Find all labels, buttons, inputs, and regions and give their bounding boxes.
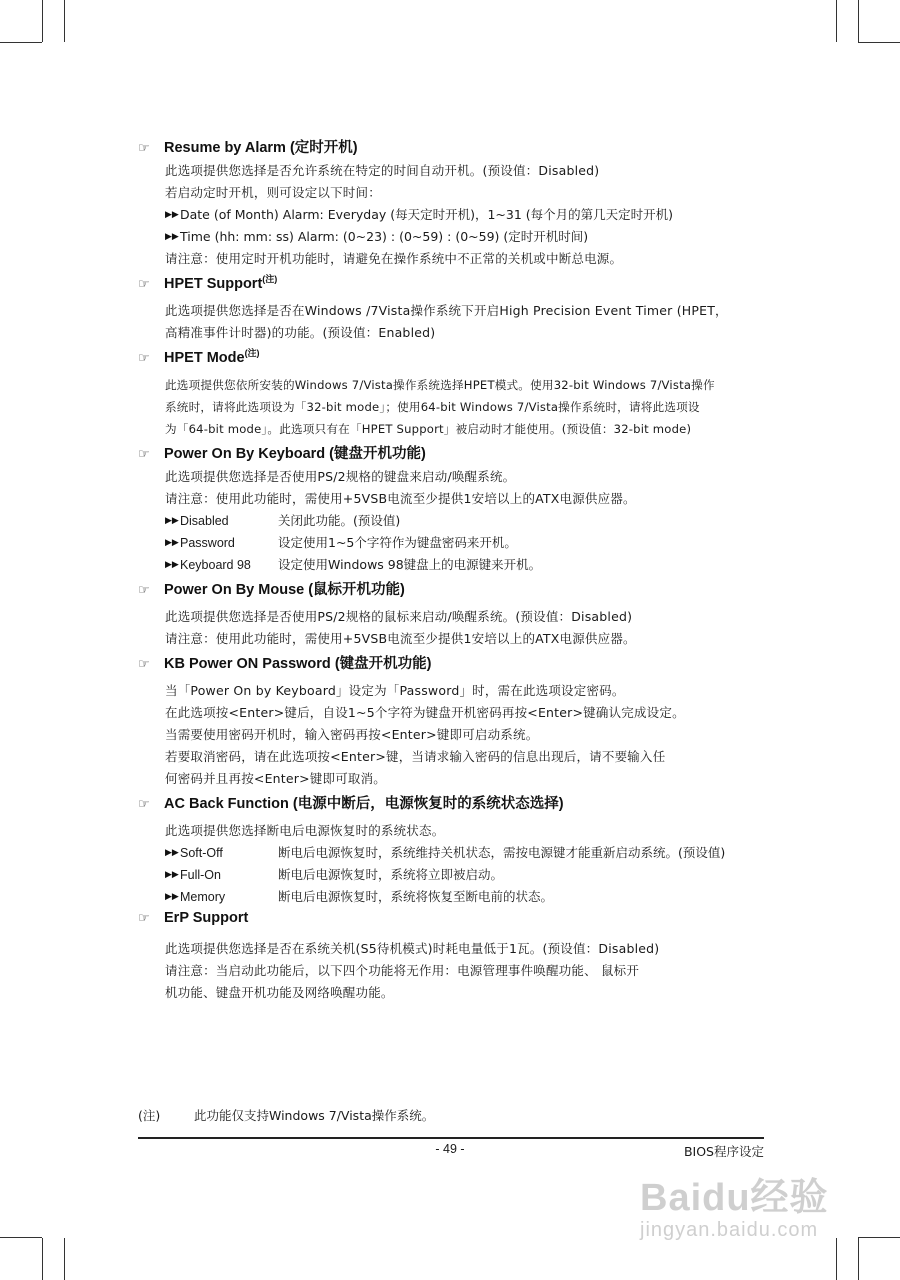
setting-title: AC Back Function (电源中断后，电源恢复时的系统状态选择) [164, 796, 564, 812]
footnote-mark: (注) [262, 274, 278, 284]
watermark-site: jingyan.baidu.com [640, 1219, 819, 1241]
double-arrow-icon: ▶▶ [165, 870, 179, 880]
setting-title: KB Power ON Password (键盘开机功能) [164, 656, 432, 672]
description: 若要取消密码，请在此选项按<Enter>键，当请求输入密码的信息出现后，请不要输入任 [165, 749, 666, 764]
watermark-logo: Baidu经验 [640, 1177, 829, 1219]
setting-title: ErP Support [164, 910, 249, 926]
option-desc: 设定使用Windows 98键盘上的电源键来开机。 [278, 557, 542, 572]
double-arrow-icon: ▶▶ [165, 892, 179, 902]
double-arrow-icon: ▶▶ [165, 210, 179, 220]
pointing-hand-icon: ☞ [138, 583, 150, 598]
setting-heading [138, 792, 768, 816]
description: 请注意：当启动此功能后，以下四个功能将无作用：电源管理事件唤醒功能、 鼠标开 [165, 963, 640, 978]
option-row [165, 864, 768, 886]
setting-title: Resume by Alarm (定时开机) [164, 140, 358, 156]
bios-settings-list [138, 134, 768, 1004]
description: 系统时，请将此选项设为「32-bit mode」；使用64-bit Windows 7/Vista操作系统时，请将此选项设 [165, 400, 700, 414]
description: 当「Power On by Keyboard」设定为「Password」时，需在此选项设定密码。 [165, 683, 625, 698]
description: 若启动定时开机，则可设定以下时间： [165, 185, 381, 200]
double-arrow-icon: ▶▶ [165, 516, 179, 526]
setting-heading [138, 272, 768, 296]
crop-mark [858, 1237, 900, 1238]
option-name: Memory [180, 890, 226, 904]
crop-mark [42, 0, 43, 42]
setting-title: HPET Mode$^{(注)}$ [164, 348, 260, 366]
option-name: Disabled [180, 514, 229, 528]
option-row [165, 886, 768, 908]
description: 高精准事件计时器)的功能。(预设值：Enabled) [165, 325, 436, 340]
double-arrow-icon: ▶▶ [165, 848, 179, 858]
description: 此选项提供您选择是否允许系统在特定的时间自动开机。(预设值：Disabled) [165, 163, 600, 178]
option-desc: Date (of Month) Alarm: Everyday (每天定时开机)，1~31 (每个月的第几天定时开机) [180, 207, 674, 222]
footnote-mark: (注) [244, 348, 260, 358]
crop-mark [858, 42, 900, 43]
crop-mark [858, 0, 859, 42]
note: 请注意：使用定时开机功能时，请避免在操作系统中不正常的关机或中断总电源。 [165, 251, 623, 266]
description: 当需要使用密码开机时，输入密码再按<Enter>键即可启动系统。 [165, 727, 539, 742]
description: 此选项提供您选择是否在系统关机(S5待机模式)时耗电量低于1瓦。(预设值：Disabled) [165, 941, 660, 956]
setting-heading [138, 910, 768, 934]
description: 此选项提供您选择是否使用PS/2规格的鼠标来启动/唤醒系统。(预设值：Disabled) [165, 609, 633, 624]
description: 在此选项按<Enter>键后，自设1~5个字符为键盘开机密码再按<Enter>键确认完成设定。 [165, 705, 685, 720]
option-row [165, 842, 768, 864]
option-row [165, 226, 768, 248]
description: 请注意：使用此功能时，需使用+5VSB电流至少提供1安培以上的ATX电源供应器。 [165, 491, 636, 506]
description: 此选项提供您选择是否在Windows /7Vista操作系统下开启High Precision Event Timer (HPET， [165, 303, 728, 318]
double-arrow-icon: ▶▶ [165, 232, 179, 242]
pointing-hand-icon: ☞ [138, 276, 150, 292]
pointing-hand-icon: ☞ [138, 447, 150, 462]
setting-heading [138, 346, 768, 370]
footnote [138, 1106, 434, 1124]
description: 请注意：使用此功能时，需使用+5VSB电流至少提供1安培以上的ATX电源供应器。 [165, 631, 636, 646]
option-row [165, 510, 768, 532]
footer-rule [138, 1137, 764, 1139]
crop-mark [42, 1238, 43, 1280]
option-desc: 关闭此功能。(预设值) [278, 513, 401, 528]
option-desc: Time (hh: mm: ss) Alarm: (0~23) : (0~59) : (0~59) (定时开机时间) [180, 229, 589, 244]
page-number: - 49 - [435, 1142, 465, 1156]
pointing-hand-icon: ☞ [138, 797, 150, 812]
double-arrow-icon: ▶▶ [165, 538, 179, 548]
pointing-hand-icon: ☞ [138, 350, 150, 366]
option-name: Full-On [180, 868, 221, 882]
option-row [165, 554, 768, 576]
pointing-hand-icon: ☞ [138, 911, 150, 926]
description: 此选项提供您选择是否使用PS/2规格的键盘来启动/唤醒系统。 [165, 469, 516, 484]
setting-heading [138, 136, 768, 160]
crop-mark [836, 1238, 837, 1280]
description: 为「64-bit mode」。此选项只有在「HPET Support」被启动时才能使用。(预设值：32-bit mode) [165, 422, 692, 436]
option-desc: 断电后电源恢复时，系统将立即被启动。 [278, 867, 504, 882]
crop-mark [0, 1237, 42, 1238]
setting-title: HPET Support$^{(注)}$ [164, 274, 278, 292]
description: 何密码并且再按<Enter>键即可取消。 [165, 771, 386, 786]
setting-title: Power On By Mouse (鼠标开机功能) [164, 582, 405, 598]
option-desc: 断电后电源恢复时，系统维持关机状态，需按电源键才能重新启动系统。(预设值) [278, 845, 726, 860]
footnote-text: 此功能仅支持Windows 7/Vista操作系统。 [194, 1108, 435, 1123]
baidu-watermark [640, 1166, 829, 1242]
crop-mark [0, 42, 42, 43]
option-name: Password [180, 536, 235, 550]
pointing-hand-icon: ☞ [138, 141, 150, 156]
option-desc: 设定使用1~5个字符作为键盘密码来开机。 [278, 535, 517, 550]
footnote-tag: (注) [138, 1108, 161, 1123]
double-arrow-icon: ▶▶ [165, 560, 179, 570]
option-row [165, 532, 768, 554]
setting-heading [138, 578, 768, 602]
option-desc: 断电后电源恢复时，系统将恢复至断电前的状态。 [278, 889, 554, 904]
description: 机功能、键盘开机功能及网络唤醒功能。 [165, 985, 394, 1000]
section-title: BIOS程序设定 [683, 1144, 764, 1159]
option-row [165, 204, 768, 226]
setting-heading [138, 442, 768, 466]
crop-mark [64, 0, 65, 42]
description: 此选项提供您选择断电后电源恢复时的系统状态。 [165, 823, 445, 838]
crop-mark [858, 1238, 859, 1280]
pointing-hand-icon: ☞ [138, 657, 150, 672]
description: 此选项提供您依所安装的Windows 7/Vista操作系统选择HPET模式。使用32-bit Windows 7/Vista操作 [165, 378, 715, 392]
crop-mark [64, 1238, 65, 1280]
option-name: Soft-Off [180, 846, 223, 860]
setting-heading [138, 652, 768, 676]
option-name: Keyboard 98 [180, 558, 251, 572]
crop-mark [836, 0, 837, 42]
setting-title: Power On By Keyboard (键盘开机功能) [164, 446, 426, 462]
